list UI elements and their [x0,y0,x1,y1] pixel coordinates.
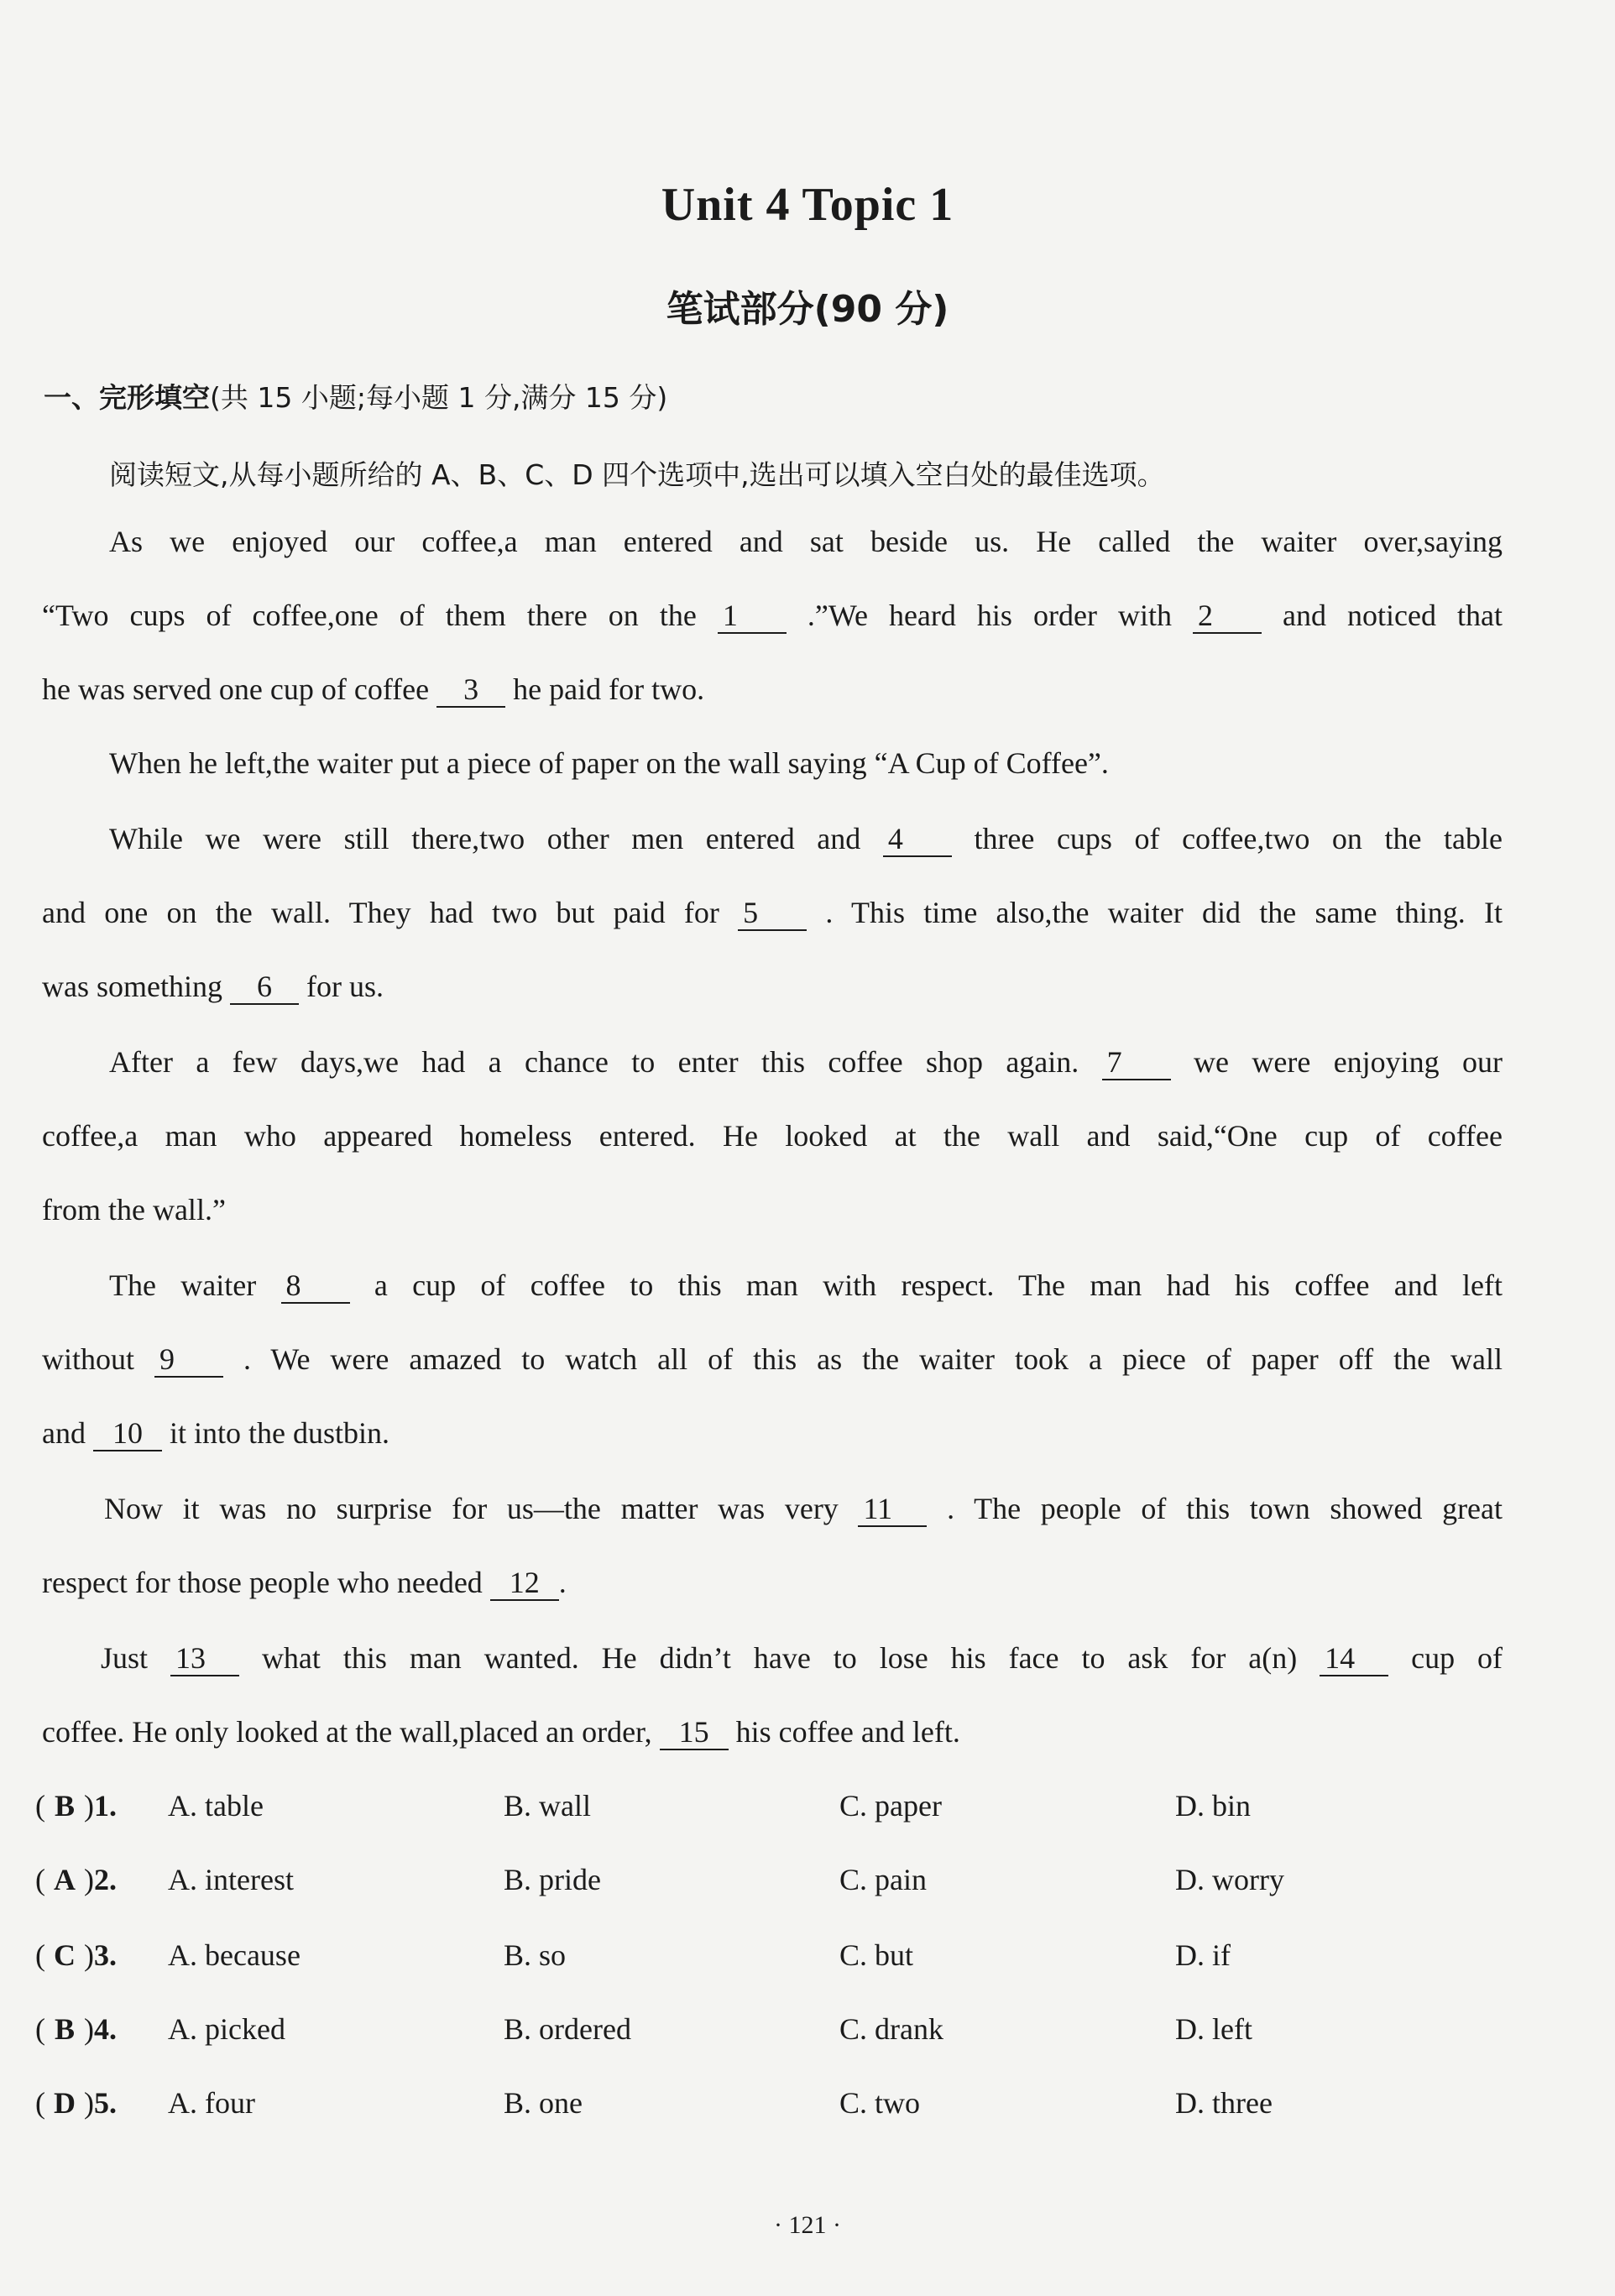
blank-9: 9 [154,1344,223,1378]
option-d: D. bin [1175,1789,1251,1823]
paren-open: ( [35,1863,45,1896]
answer-letter: B [54,2012,75,2046]
passage-text: . The people of this town showed great [947,1492,1503,1525]
blank-2: 2 [1193,600,1262,634]
blank-12: 12 [490,1567,559,1601]
blank-4: 4 [883,824,952,857]
question-row [35,1788,117,1823]
blank-15: 15 [660,1717,729,1750]
passage-text: cup of [1411,1641,1503,1675]
option-b: B. so [504,1938,567,1972]
blank-11: 11 [858,1493,927,1527]
passage-line-15 [42,1565,1503,1601]
question-number: 4. [94,2012,117,2046]
passage-text: .”We heard his order with [807,599,1172,632]
section-heading-label: 一、完形填空 [44,381,210,414]
passage-line-3 [42,672,1503,708]
section-subtitle: 笔试部分(90 分) [666,288,949,331]
passage-text: Now it was no surprise for us—the matter was very [104,1492,839,1525]
paren-close: ) [84,2086,94,2120]
passage-text: Just [101,1641,149,1675]
option-c: C. paper [839,1789,942,1823]
option-d: D. left [1175,2012,1252,2046]
paren-close: ) [84,2012,94,2046]
passage-text: . This time also,the waiter did the same thing. It [825,896,1503,929]
passage-line-8 [109,1044,1503,1080]
option-d: D. worry [1175,1863,1284,1896]
section-heading [44,376,667,416]
paren-close: ) [84,1789,94,1823]
blank-13: 13 [170,1643,239,1676]
passage-line-13 [42,1415,1503,1451]
question-row [35,1938,117,1973]
blank-6: 6 [230,971,299,1005]
passage-text: and noticed that [1283,599,1503,632]
blank-10: 10 [93,1418,162,1451]
passage-text: without [42,1342,135,1376]
page-number: · 121 · [774,2211,841,2239]
passage-line-2 [42,598,1503,634]
passage-text: “Two cups of coffee,one of them there on the [42,599,697,632]
passage-line-7 [42,969,1503,1005]
passage-text: what this man wanted. He didn’t have to lose his face to ask for a(n) [261,1641,1298,1675]
option-a: A. four [168,2086,255,2120]
option-b: B. wall [504,1789,591,1823]
blank-14: 14 [1320,1643,1388,1676]
option-c: C. drank [839,2012,943,2046]
option-d: D. three [1175,2086,1273,2120]
section-heading-note: (共 15 小题;每小题 1 分,满分 15 分) [210,381,668,414]
question-number: 1. [94,1789,117,1823]
paren-close: ) [84,1863,94,1896]
passage-line-9: coffee,a man who appeared homeless entered. He looked at the wall and said,“One cup of coffee [42,1119,1503,1153]
passage-text: his coffee and left. [735,1715,960,1749]
passage-text: we were enjoying our [1194,1045,1503,1079]
passage-text: and one on the wall. They had two but paid for [42,896,719,929]
passage-text: he was served one cup of coffee [42,672,430,706]
passage-text: a cup of coffee to this man with respect. The man had his coffee and left [374,1268,1503,1302]
passage-line-16 [101,1640,1503,1676]
paren-open: ( [35,2012,45,2046]
answer-letter: B [54,1789,75,1823]
option-d: D. if [1175,1938,1231,1972]
instruction-text: 阅读短文,从每小题所给的 A、B、C、D 四个选项中,选出可以填入空白处的最佳选项。 [109,458,1165,491]
option-a: A. table [168,1789,264,1823]
question-row [35,1862,117,1897]
option-c: C. but [839,1938,914,1972]
question-number: 3. [94,1938,117,1972]
question-number: 5. [94,2086,117,2120]
option-a: A. interest [168,1863,294,1896]
passage-line-11 [109,1268,1503,1304]
blank-1: 1 [718,600,787,634]
passage-text: . [558,1566,567,1599]
option-b: B. ordered [504,2012,631,2046]
blank-8: 8 [281,1270,350,1304]
passage-text: While we were still there,two other men entered and [109,822,861,855]
passage-text: he paid for two. [513,672,705,706]
option-a: A. picked [168,2012,285,2046]
passage-text: it into the dustbin. [169,1416,389,1450]
passage-text: for us. [306,970,384,1003]
passage-text: coffee. He only looked at the wall,placed an order, [42,1715,652,1749]
passage-line-5 [109,821,1503,857]
passage-text: three cups of coffee,two on the table [974,822,1503,855]
passage-line-1: As we enjoyed our coffee,a man entered and sat beside us. He called the waiter over,saying [109,525,1503,558]
paren-open: ( [35,2086,45,2120]
paren-open: ( [35,1789,45,1823]
option-c: C. two [839,2086,921,2120]
option-b: B. one [504,2086,583,2120]
blank-3: 3 [436,674,505,708]
passage-text: and [42,1416,86,1450]
question-row [35,2085,117,2121]
passage-text: respect for those people who needed [42,1566,483,1599]
passage-line-17 [42,1714,1503,1750]
paren-close: ) [84,1938,94,1972]
answer-letter: D [54,2086,76,2120]
passage-line-12 [42,1342,1503,1378]
answer-letter: A [54,1863,76,1896]
passage-line-14 [104,1491,1503,1527]
option-a: A. because [168,1938,301,1972]
question-row [35,2011,117,2047]
passage-text: After a few days,we had a chance to enter this coffee shop again. [109,1045,1079,1079]
option-b: B. pride [504,1863,601,1896]
passage-text: was something [42,970,222,1003]
passage-line-4: When he left,the waiter put a piece of paper on the wall saying “A Cup of Coffee”. [109,746,1109,780]
passage-text: . We were amazed to watch all of this as the waiter took a piece of paper off the wall [243,1342,1503,1376]
blank-7: 7 [1102,1047,1171,1080]
passage-text: The waiter [109,1268,257,1302]
paren-open: ( [35,1938,45,1972]
answer-letter: C [54,1938,76,1972]
question-number: 2. [94,1863,117,1896]
page-title: Unit 4 Topic 1 [661,179,954,231]
option-c: C. pain [839,1863,927,1896]
passage-line-6 [42,895,1503,931]
blank-5: 5 [738,897,807,931]
passage-line-10: from the wall.” [42,1193,226,1226]
